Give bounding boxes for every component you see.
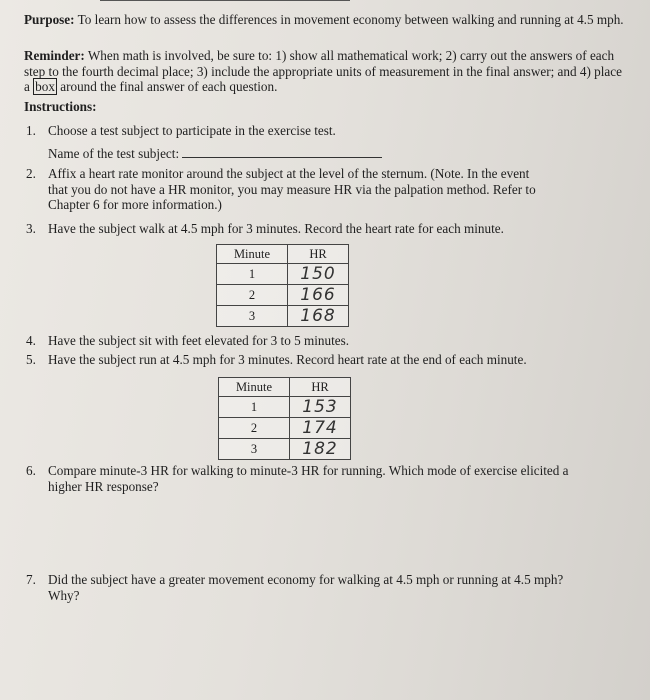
reminder-box-word: box — [35, 79, 55, 94]
run-hr-cell: 174 — [290, 418, 351, 439]
walk-hr-cell: 150 — [288, 264, 349, 285]
run-hr-cell: 153 — [290, 397, 351, 418]
walk-header-minute: Minute — [217, 245, 288, 264]
walk-minute-cell: 1 — [217, 264, 288, 285]
reminder-text-end: around the final answer of each question. — [60, 79, 278, 94]
reminder-paragraph — [24, 48, 624, 95]
walk-hr-table — [216, 244, 349, 327]
subject-name-label: Name of the test subject: — [48, 146, 180, 161]
worksheet-photo: Purpose: To learn how to assess the differences in movement economy between walking and running at 4.5 mph. Reminder: When math is involved, be sure to: 1) show all mathematical work; 2) carry out the answers of each step to the fourth decimal place; 3) include the appropriate units of measurement in the final answer; and 4) place a box around the final answer of each question. Instructions: 1. Choose a test subject to participate in the exercise test. Name of the test subject: 2. Affix a heart rate monitor around the subject at the level of the sternum. (Note. In the event that you do not have a HR monitor, you may measure HR via the palpation method. Refer to Chapter 6 for more information.) 3. Have the subject walk at 4.5 mph for 3 minutes. Record the heart rate for each minute. Minute HR 1 150 2 166 3 168 4. Have the subject sit with feet elevated for 3 to 5 minutes. 5. Have the subject run at 4.5 mph for 3 minutes. Record heart rate at the end of each minute. Minute HR 1 153 2 174 3 182 6. Compare minute-3 HR for walking to minute-3 HR for running. Which mode of exercise elicited a higher HR response? 7. Did the subject have a greater movement economy for walking at 4.5 mph or running at 4.5 mph? Why? — [0, 0, 650, 700]
reminder-label: Reminder: — [24, 48, 85, 63]
run-hr-cell: 182 — [290, 439, 351, 460]
run-minute-cell: 2 — [219, 418, 290, 439]
run-minute-cell: 1 — [219, 397, 290, 418]
walk-hr-cell: 168 — [288, 306, 349, 327]
purpose-text: To learn how to assess the differences in movement economy between walking and running at 4.5 mph. — [77, 12, 624, 27]
purpose-label: Purpose: — [24, 12, 75, 27]
walk-hr-cell: 166 — [288, 285, 349, 306]
walk-minute-cell: 3 — [217, 306, 288, 327]
subject-name-line — [48, 146, 382, 162]
run-header-hr: HR — [290, 378, 351, 397]
walk-minute-cell: 2 — [217, 285, 288, 306]
run-header-minute: Minute — [219, 378, 290, 397]
subject-name-blank[interactable] — [182, 146, 382, 158]
walk-header-hr: HR — [288, 245, 349, 264]
run-hr-table — [218, 377, 351, 460]
reminder-text: When math is involved, be sure to: 1) show all mathematical work; 2) carry out the answers of each step to the fourth decimal place; 3) include the appropriate units of measurement in the final answer; and 4) place a — [24, 48, 622, 94]
purpose-paragraph — [24, 12, 624, 28]
instructions-heading: Instructions: — [24, 99, 97, 114]
top-rule — [100, 0, 350, 1]
run-minute-cell: 3 — [219, 439, 290, 460]
